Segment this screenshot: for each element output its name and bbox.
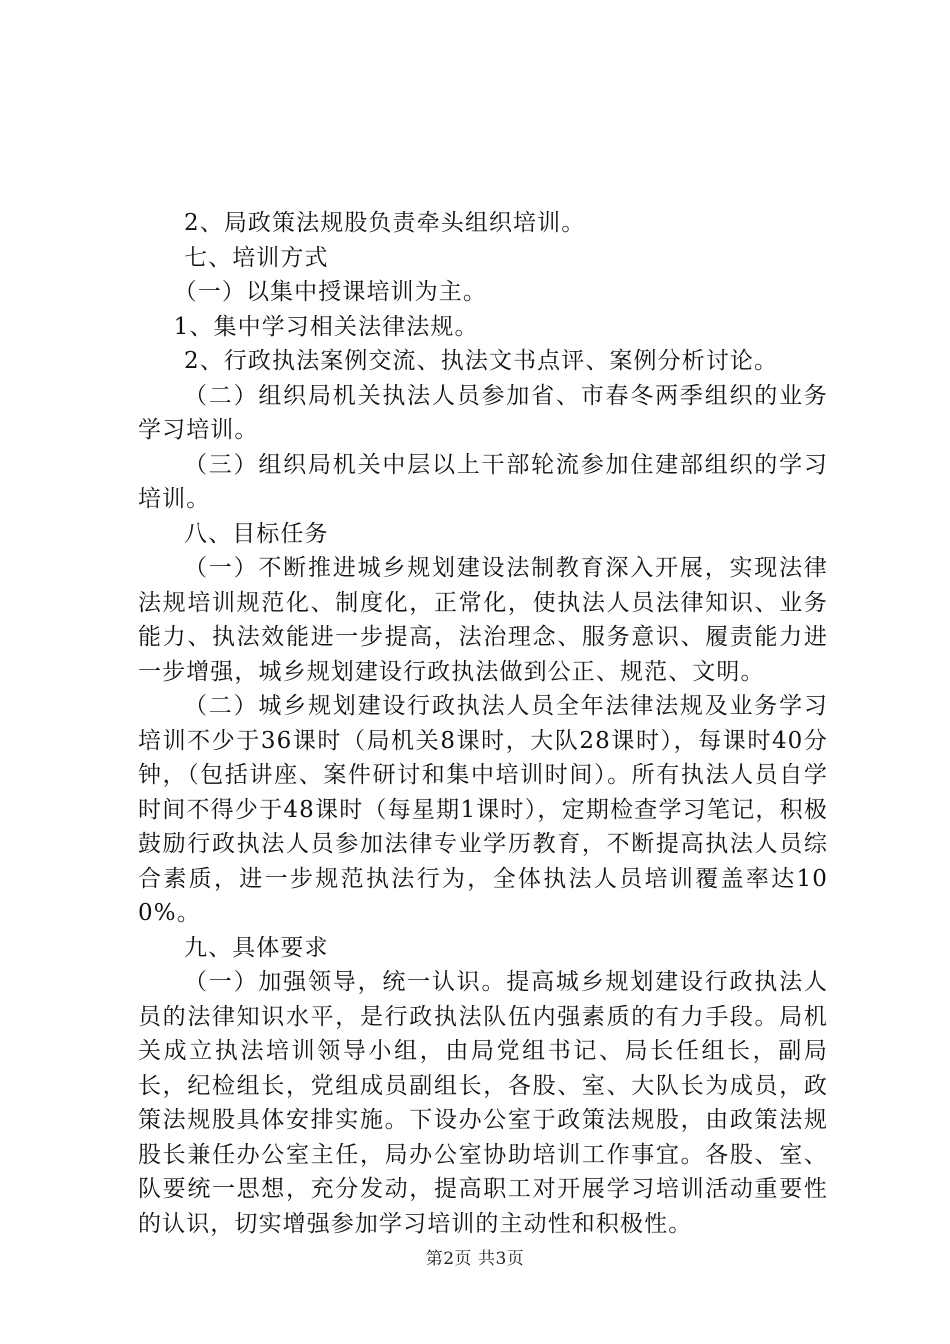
paragraph-goal-2: （二）城乡规划建设行政执法人员全年法律法规及业务学习培训不少于36课时（局机关8课时，大队28课时），每课时40分钟，（包括讲座、案件研讨和集中培训时间）。所有执法人员自学时间不得少于48课时（每星期1课时），定期检查学习笔记，积极鼓励行政执法人员参加法律专业学历教育，不断提高执法人员综合素质，进一步规范执法行为，全体执法人员培训覆盖率达100%。 (138, 693, 828, 926)
document-body (138, 206, 828, 1241)
page-footer: 第2页 共3页 (425, 1249, 525, 1269)
heading-requirements: 九、具体要求 (184, 934, 329, 961)
paragraph-requirement-1: （一）加强领导，统一认识。提高城乡规划建设行政执法人员的法律知识水平，是行政执法队伍内强素质的有力手段。局机关成立执法培训领导小组，由局党组书记、局长任组长，副局长，纪检组长，党组成员副组长，各股、室、大队长为成员，政策法规股具体安排实施。下设办公室于政策法规股，由政策法规股长兼任办公室主任，局办公室协助培训工作事宜。各股、室、队要统一思想，充分发动，提高职工对开展学习培训活动重要性的认识，切实增强参加学习培训的主动性和积极性。 (138, 969, 828, 1237)
paragraph-method-3: （三）组织局机关中层以上干部轮流参加住建部组织的学习培训。 (138, 451, 828, 512)
paragraph-organizer: 2、局政策法规股负责牵头组织培训。 (184, 210, 586, 236)
paragraph-method-1-item-2: 2、行政执法案例交流、执法文书点评、案例分析讨论。 (184, 348, 779, 374)
heading-goals: 八、目标任务 (184, 520, 329, 547)
heading-training-method: 七、培训方式 (184, 244, 329, 271)
paragraph-method-1: （一）以集中授课培训为主。 (173, 279, 487, 305)
paragraph-goal-1: （一）不断推进城乡规划建设法制教育深入开展，实现法律法规培训规范化、制度化，正常化，使执法人员法律知识、业务能力、执法效能进一步提高，法治理念、服务意识、履责能力进一步增强，城乡规划建设行政执法做到公正、规范、文明。 (138, 555, 828, 685)
paragraph-method-1-item-1: 1、集中学习相关法律法规。 (173, 313, 479, 340)
paragraph-method-2: （二）组织局机关执法人员参加省、市春冬两季组织的业务学习培训。 (138, 382, 828, 443)
